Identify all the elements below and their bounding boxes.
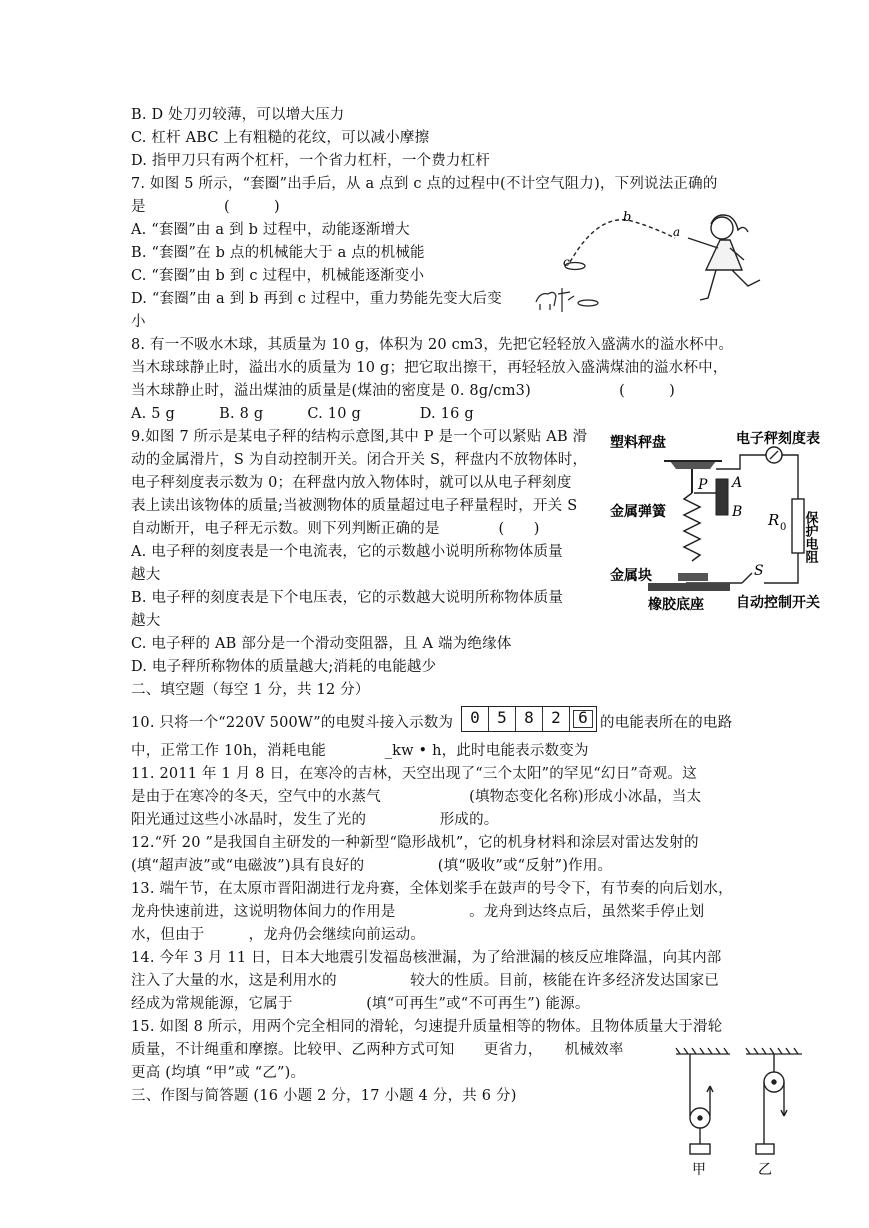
question-8: 8. 有一不吸水木球，其质量为 10 g，体积为 20 cm3，先把它轻轻放入盛满水的溢水杯中。 [131,337,734,353]
scale-pan-icon [670,461,716,469]
meter-digit: 8 [516,707,543,731]
pulley-yi-icon [756,1054,787,1154]
protect-resistor-label: 保护电阻 [802,511,818,563]
option-b: B. 电子秤的刻度表是下个电压表，它的示数越大说明所称物体质量 [131,590,564,606]
pulley-jia-icon [690,1054,713,1154]
b-label: B [732,504,743,520]
dog-icon [536,288,598,312]
block-label: 金属块 [610,568,652,584]
option-c: C. 电子秤的 AB 部分是一个滑动变阻器，且 A 端为绝缘体 [131,636,512,652]
a-label: A [732,475,743,491]
text-line: 阳光通过这些小冰晶时，发生了光的 形成的。 [131,812,499,828]
text-line: 龙舟快速前进，这说明物体间力的作用是 。龙舟到达终点后，虽然桨手停止划 [131,904,705,920]
text-line: 表上读出该物体的质量;当被测物体的质量超过电子秤量程时，开关 S [131,498,578,514]
question-12: 12.“歼 20 ”是我国自主研发的一种新型“隐形战机”，它的机身材料和涂层对雷达发射的 [131,835,699,851]
yi-label: 乙 [758,1162,772,1178]
text-line: 中，正常工作 10h，消耗电能 _kw • h，此时电能表示数变为 [131,743,589,759]
base-label: 橡胶底座 [648,597,704,613]
question-15: 15. 如图 8 所示，用两个完全相同的滑轮，匀速提升质量相等的物体。且物体质量大于滑轮 [131,1019,723,1035]
slide-resistor-icon [716,479,728,515]
text-line: 自动断开，电子秤无示数。则下列判断正确的是 ( ) [131,521,540,537]
text-line: B. D 处刀刃较薄，可以增大压力 [131,107,345,123]
ceiling-icon [676,1048,802,1054]
meter-digit: 5 [489,707,516,731]
text-line: 当木球球静止时，溢出水的质量为 10 g；把它取出擦干，再轻轻放入盛满煤油的溢水杯中， [131,360,728,376]
point-b-label: b [623,210,632,225]
text-line: 是 ( ) [131,199,280,215]
text-line: 注入了大量的水，这是利用水的 较大的性质。目前，核能在许多经济发达国家已 [131,973,719,989]
point-a-label: a [673,225,681,239]
metal-block-icon [678,573,708,581]
text-line: D. 指甲刀只有两个杠杆，一个省力杠杆，一个费力杠杆 [131,153,491,169]
question-10: 10. 只将一个“220V 500W”的电熨斗接入示数为 [131,715,454,731]
text-line: 更高 (均填 “甲”或 “乙”)。 [131,1065,306,1081]
r0-label: R [768,511,780,529]
meter-digit: 6 [570,707,596,731]
question-14: 14. 今年 3 月 11 日，日本大地震引发福岛核泄漏，为了给泄漏的核反应堆降温，向其内部 [131,950,722,966]
meter-digit: 2 [543,707,570,731]
text-line: 质量，不计绳重和摩擦。比较甲、乙两种方式可知 更省力， 机械效率 [131,1042,624,1058]
meter-needle [770,451,778,459]
option-b: B. “套圈”在 b 点的机械能大于 a 点的机械能 [131,245,425,261]
pan-label: 塑料秤盘 [610,435,666,451]
point-c-label: c [563,255,570,269]
option-a: A. “套圈”由 a 到 b 过程中，动能逐渐增大 [131,222,410,238]
text-line: 水，但由于 ，龙舟仍会继续向前运动。 [131,927,425,943]
figure-5-ring-toss [530,200,770,320]
jia-label: 甲 [692,1162,706,1178]
girl-icon [688,215,760,300]
option-a: A. 电子秤的刻度表是一个电流表，它的示数越小说明所称物体质量 [131,544,563,560]
text-line: C. 杠杆 ABC 上有粗糙的花纹，可以减小摩擦 [131,130,430,146]
text-line: 的电能表所在的电路 [600,715,733,731]
question-11: 11. 2011 年 1 月 8 日，在寒冷的吉林，天空出现了“三个太阳”的罕见“幻日”奇观。这 [131,766,697,782]
trajectory-path [570,220,675,262]
spring-label: 金属弹簧 [610,504,666,520]
text-line: 动的金属滑片，S 为自动控制开关。闭合开关 S，秤盘内不放物体时， [131,452,588,468]
option-d: D. “套圈”由 a 到 b 再到 c 过程中，重力势能先变大后变 [131,291,502,307]
meter-digit: 0 [462,707,489,731]
question-9: 9.如图 7 所示是某电子秤的结构示意图,其中 P 是一个可以紧贴 AB 滑 [131,429,588,445]
switch-label: 自动控制开关 [736,595,820,611]
option-d: D. 电子秤所称物体的质量越大;消耗的电能越少 [131,659,437,675]
text-line: 当木球静止时，溢出煤油的质量是(煤油的密度是 0. 8g/cm3) ( ) [131,383,675,399]
figure-7-electronic-scale [604,423,840,615]
text-line: 小 [131,314,146,330]
options-line: A. 5 g B. 8 g C. 10 g D. 16 g [131,406,474,422]
text-line: 经成为常规能源，它属于 (填“可再生”或“不可再生”) 能源。 [131,996,590,1012]
spring-icon [684,493,700,561]
question-7: 7. 如图 5 所示，“套圈”出手后，从 a 点到 c 点的过程中(不计空气阻力)，下列说法正确的 [131,176,718,192]
text-line: 是由于在寒冷的冬天，空气中的水蒸气 (填物态变化名称)形成小冰晶，当太 [131,789,702,805]
text-line: (填“超声波”或“电磁波”)具有良好的 (填“吸收”或“反射”)作用。 [131,858,613,874]
text-line: 越大 [131,567,161,583]
rubber-base-icon [648,583,730,591]
text-line: 越大 [131,613,161,629]
section-heading: 二、填空题（每空 1 分，共 12 分） [131,682,370,698]
text-line: 电子秤刻度表示数为 0；在秤盘内放入物体时，就可以从电子秤刻度 [131,475,572,491]
switch-icon [742,573,752,583]
question-13: 13. 端午节，在太原市晋阳湖进行龙舟赛，全体划桨手在鼓声的号令下，有节奏的向后划水， [131,881,733,897]
s-label: S [754,563,764,579]
r0-subscript: 0 [780,522,787,533]
p-label: P [698,477,708,493]
electric-meter-reading [461,706,597,732]
section-heading: 三、作图与简答题 (16 小题 2 分，17 小题 4 分，共 6 分) [131,1088,517,1104]
figure-8-pulleys [672,1046,812,1180]
option-c: C. “套圈”由 b 到 c 过程中，机械能逐渐变小 [131,268,425,284]
scale-label: 电子秤刻度表 [736,431,820,447]
